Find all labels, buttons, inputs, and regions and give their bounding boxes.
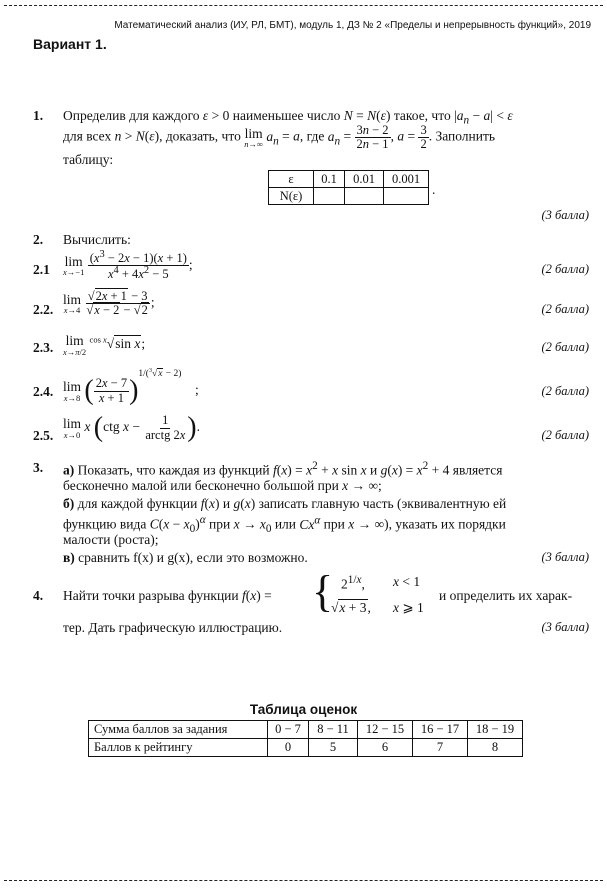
document-header: Математический анализ (ИУ, РЛ, БМТ), модуль 1, ДЗ № 2 «Пределы и непрерывность функций», 2019 (114, 20, 591, 31)
task4-text3: тер. Дать графическую иллюстрацию. (63, 620, 283, 635)
grades-row2-cell: 6 (358, 739, 413, 757)
task2-2-number: 2.2. (33, 302, 54, 317)
task3-b-line2: функцию вида $C(x - x_0)^\alpha$ при $x \to x_0$ или $Cx^\alpha$ при x → ∞), указать их порядки (63, 514, 506, 536)
grades-row1-cell: 8 − 11 (309, 721, 358, 739)
task3-c-line: в) сравнить f(x) и g(x), если это возможно. (63, 550, 308, 565)
task1-number: 1. (33, 108, 44, 123)
eps-row-label: N(ε) (269, 188, 314, 205)
grades-row1-cell: 16 − 17 (413, 721, 468, 739)
grades-table (88, 720, 523, 757)
variant-title: Вариант 1. (33, 36, 107, 52)
task2-1-number: 2.1 (33, 262, 50, 277)
task1-points: (3 балла) (541, 208, 589, 222)
grades-row2-cell: 7 (413, 739, 468, 757)
task3-a-line2: бесконечно малой или бесконечно большой при x → ∞; (63, 478, 382, 493)
task3-b-line1: б) для каждой функции f(x) и g(x) записать главную часть (эквивалентную ей (63, 496, 507, 511)
task2-1-formula: lim x→−1 $\frac{(x^3 - 2x - 1)(x + 1)}{x^4 + 4x^2 - 5}$ ; (63, 249, 193, 282)
task4-text2: и определить их харак- (439, 588, 573, 603)
task4-text1: Найти точки разрыва функции f(x) = (63, 588, 272, 603)
task2-4-number: 2.4. (33, 384, 54, 399)
eps-cell (345, 188, 384, 205)
grades-row1-cell: 18 − 19 (468, 721, 523, 739)
task2-1-points: (2 балла) (541, 262, 589, 276)
eps-head-2: 0.01 (345, 171, 384, 188)
task2-3-points: (2 балла) (541, 340, 589, 354)
task2-3-formula: lim x→π/2 $^{cos x}$√sin x; (63, 333, 146, 357)
task2-5-formula: lim x→0 x (ctg x − $\frac{1}{\text{arctg 2x}}$ ). (63, 412, 200, 443)
task3-number: 3. (33, 460, 44, 475)
task2-5-points: (2 балла) (541, 428, 589, 442)
task3-points: (3 балла) (541, 550, 589, 564)
task3-b-line3: малости (роста); (63, 532, 159, 547)
eps-head-1: 0.1 (314, 171, 345, 188)
task2-4-points: (2 балла) (541, 384, 589, 398)
top-dashed-rule (4, 5, 603, 6)
eps-cell (314, 188, 345, 205)
task2-2-points: (2 балла) (541, 302, 589, 316)
eps-head-3: 0.001 (384, 171, 429, 188)
task2-4-formula: lim x→8 ( $\frac{2x - 7}{x + 1}$ )$^{1/(^3√x - 2)}$ ; (63, 368, 199, 407)
task2-number: 2. (33, 232, 44, 247)
task2-title: Вычислить: (63, 232, 131, 247)
eps-cell (384, 188, 429, 205)
task1-line2: для всех n > N(ε), доказать, что lim n→∞ $a_n = a$, где $a_n$ = $\frac{3n - 2}{2n - 1}$ , a = $\frac{3}{2}$ . Заполнить (63, 123, 496, 152)
eps-head-0: ε (269, 171, 314, 188)
task1-line3: таблицу: (63, 152, 114, 167)
task2-5-number: 2.5. (33, 428, 54, 443)
piecewise-brace: { (312, 567, 334, 616)
task3-a-line1: а) Показать, что каждая из функций $f(x) = x^2 + x$ sin x и $g(x) = x^2 + 4$ является (63, 460, 503, 478)
piecewise-cond1: x < 1 (393, 574, 421, 589)
task1-line1: Определив для каждого ε > 0 наименьшее число N = N(ε) такое, что $|a_n - a| < \varepsilon$ (63, 108, 513, 127)
task2-2-formula: lim x→4 $\frac{√2x + 1 - 3}{√x - 2 - √2}$ ; (63, 289, 155, 318)
grades-row1-cell: 0 − 7 (268, 721, 309, 739)
grades-row1-label: Сумма баллов за задания (89, 721, 268, 739)
grades-row2-cell: 5 (309, 739, 358, 757)
grades-row2-cell: 0 (268, 739, 309, 757)
grades-row2-cell: 8 (468, 739, 523, 757)
grades-row1-cell: 12 − 15 (358, 721, 413, 739)
task4-number: 4. (33, 588, 44, 603)
grades-row2-label: Баллов к рейтингу (89, 739, 268, 757)
task2-3-number: 2.3. (33, 340, 54, 355)
epsilon-table (268, 170, 429, 205)
piecewise-cond2: x ⩾ 1 (393, 600, 424, 615)
bottom-dashed-rule (4, 880, 603, 881)
piecewise-case1: $2^{1/x}$, (341, 574, 365, 592)
piecewise-case2: √x + 3, (331, 600, 371, 615)
grades-title: Таблица оценок (249, 702, 358, 717)
task4-points: (3 балла) (541, 620, 589, 634)
